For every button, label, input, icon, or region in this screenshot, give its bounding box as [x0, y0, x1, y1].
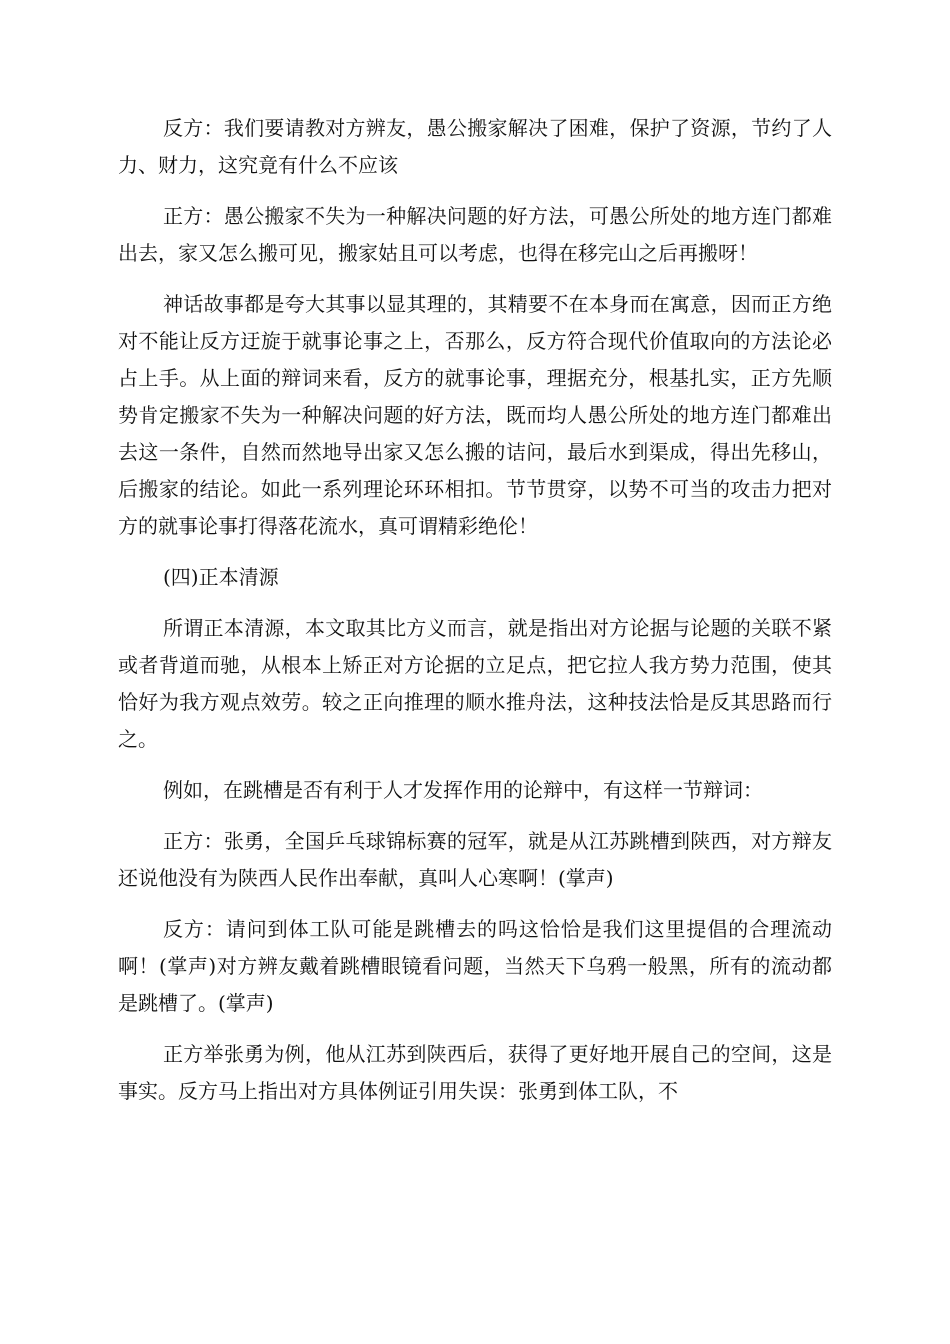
document-body — [118, 110, 832, 1124]
paragraph-con-rebuttal: 反方：请问到体工队可能是跳槽去的吗这恰恰是我们这里提倡的合理流动啊！(掌声)对方辨友戴着跳槽眼镜看问题，当然天下乌鸦一般黑，所有的流动都是跳槽了。(掌声) — [118, 917, 832, 1015]
paragraph-con-question: 反方：我们要请教对方辨友，愚公搬家解决了困难，保护了资源，节约了人力、财力，这究竟有什么不应该 — [118, 116, 832, 177]
paragraph-pro-statement: 正方：张勇，全国乒乓球锦标赛的冠军，就是从江苏跳槽到陕西，对方辩友还说他没有为陕西人民作出奉献，真叫人心寒啊！(掌声) — [118, 829, 832, 890]
paragraph-analysis: 神话故事都是夸大其事以显其理的，其精要不在本身而在寓意，因而正方绝对不能让反方迂旋于就事论事之上，否那么，反方符合现代价值取向的方法论必占上手。从上面的辩词来看，反方的就事论事，理据充分，根基扎实，正方先顺势肯定搬家不失为一种解决问题的好方法，既而均人愚公所处的地方连门都难出去这一条件，自然而然地导出家又怎么搬的诘问，最后水到渠成，得出先移山，后搬家的结论。如此一系列理论环环相扣。节节贯穿，以势不可当的攻击力把对方的就事论事打得落花流水，真可谓精彩绝伦！ — [118, 292, 832, 538]
paragraph-example-intro: 例如，在跳槽是否有利于人才发挥作用的论辩中，有这样一节辩词： — [163, 778, 763, 802]
paragraph-definition: 所谓正本清源，本文取其比方义而言，就是指出对方论据与论题的关联不紧或者背道而驰，从根本上矫正对方论据的立足点，把它拉人我方势力范围，使其恰好为我方观点效劳。较之正向推理的顺水推舟法，这种技法恰是反其思路而行之。 — [118, 616, 832, 751]
paragraph-commentary: 正方举张勇为例，他从江苏到陕西后，获得了更好地开展自己的空间，这是事实。反方马上指出对方具体例证引用失误：张勇到体工队，不 — [118, 1042, 832, 1103]
paragraph-pro-answer: 正方：愚公搬家不失为一种解决问题的好方法，可愚公所处的地方连门都难出去，家又怎么搬可见，搬家姑且可以考虑，也得在移完山之后再搬呀！ — [118, 204, 832, 265]
section-heading: (四)正本清源 — [163, 565, 279, 589]
